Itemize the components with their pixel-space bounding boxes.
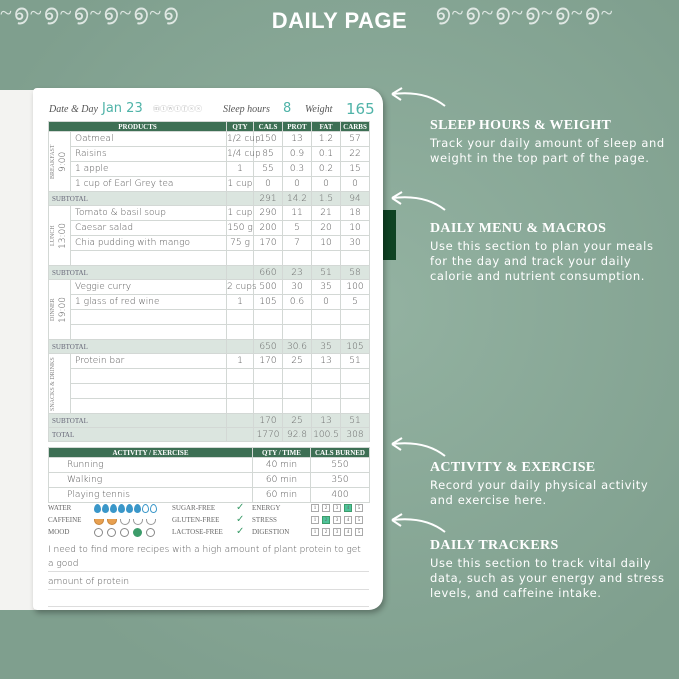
col-fat: FAT [312,122,341,132]
subtotal-prot[interactable]: 25 [283,414,312,428]
water-drop-icon[interactable] [142,504,149,513]
mood-face-icon[interactable] [107,528,116,537]
subtotal-carbs[interactable]: 58 [341,266,370,280]
subtotal-carbs[interactable]: 94 [341,192,370,206]
cell-cals[interactable]: 170 [254,236,283,251]
cell-carbs[interactable]: 5 [341,295,370,310]
caffeine-label: CAFFEINE [48,516,82,524]
cell-prot[interactable] [283,369,312,384]
coffee-cup-icon[interactable] [120,519,130,525]
cell-carbs[interactable]: 57 [341,132,370,147]
cell-prot[interactable]: 0.3 [283,162,312,177]
weight-label: Weight [305,104,333,115]
cell-cals[interactable]: 55 [254,162,283,177]
col-carbs: CARBS [341,122,370,132]
total-carbs[interactable]: 308 [341,428,370,442]
stress-level-3[interactable]: 3 [333,516,341,524]
cell-fat[interactable]: 21 [312,206,341,221]
cell-carbs[interactable] [341,369,370,384]
activity-row [49,458,370,473]
cell-cals[interactable]: 290 [254,206,283,221]
cell-prot[interactable]: 30 [283,280,312,295]
meal-item-row [49,251,370,266]
cell-qty[interactable] [227,251,254,266]
subtotal-carbs[interactable]: 51 [341,414,370,428]
subtotal-row [49,340,370,354]
activity-time[interactable]: 40 min [253,458,311,473]
cell-product[interactable] [71,384,227,399]
cell-cals[interactable]: 170 [254,354,283,369]
col-products: PRODUCTS [49,122,227,132]
total-fat[interactable]: 100.5 [313,429,339,440]
activity-cals-burned[interactable]: 400 [311,488,370,503]
cell-carbs[interactable]: 30 [341,236,370,251]
subtotal-cals[interactable]: 650 [254,340,283,354]
meal-item-row [49,325,370,340]
cell-fat[interactable] [312,384,341,399]
stress-scale[interactable] [311,516,366,524]
cell-cals[interactable]: 0 [254,177,283,192]
date-label: Date & Day [49,104,98,115]
date-value[interactable]: Jan 23 [102,101,143,116]
cell-fat[interactable]: 13 [312,354,341,369]
coffee-cup-icon[interactable] [146,519,156,525]
feature-heading: SLEEP HOURS & WEIGHT [430,118,612,133]
cell-prot[interactable]: 0 [283,177,312,192]
cell-product[interactable]: Tomato & basil soup [71,206,227,221]
feature-heading: DAILY TRACKERS [430,538,559,553]
cell-cals[interactable] [254,384,283,399]
activity-time[interactable]: 60 min [253,473,311,488]
feature-text: Record your daily physical activity and exercise here. [430,478,649,507]
water-tracker[interactable] [94,504,158,513]
stress-level-5[interactable]: 5 [355,516,363,524]
daily-trackers [48,504,369,540]
activity-cals-burned[interactable]: 550 [311,458,370,473]
weekday-circles[interactable]: ⓜⓣⓦⓣⓕⓢⓢ [153,105,202,113]
cell-product[interactable] [71,325,227,340]
cell-fat[interactable] [312,310,341,325]
feature-activity [430,460,670,508]
sugar-free-check-icon[interactable]: ✓ [236,502,245,513]
cell-cals[interactable]: 105 [254,295,283,310]
lactose-free-label: LACTOSE-FREE [172,528,223,536]
cloud-ornament-right: ൭ ~ ൭ ~ ൭ ~ ൭ ~ ൭ ~ ൭ ~ [435,0,611,25]
cell-carbs[interactable] [341,310,370,325]
water-drop-icon[interactable] [110,504,117,513]
stress-level-1[interactable]: 1 [311,516,319,524]
subtotal-label: SUBTOTAL [49,192,227,206]
water-drop-icon[interactable] [150,504,157,513]
energy-level-3[interactable]: 3 [333,504,341,512]
cell-qty[interactable]: 1 [227,295,254,310]
cell-cals[interactable]: 85 [254,147,283,162]
gluten-free-check-icon[interactable]: ✓ [236,514,245,525]
cell-qty[interactable] [227,369,254,384]
meal-item-row [49,206,370,221]
cell-fat[interactable]: 10 [312,236,341,251]
meal-item-row [49,147,370,162]
notes-area[interactable] [48,540,369,607]
cell-qty[interactable]: 1/4 cup [227,147,254,162]
meal-time[interactable]: 19:00 [58,297,68,323]
cell-carbs[interactable]: 51 [341,354,370,369]
cell-qty[interactable]: 75 g [227,236,254,251]
col-activity: ACTIVITY / EXERCISE [49,448,253,458]
cell-product[interactable] [71,369,227,384]
col-qty: QTY [227,122,254,132]
energy-label: ENERGY [252,504,281,512]
total-cals[interactable]: 1770 [254,428,283,442]
digestion-level-1[interactable]: 1 [311,528,319,536]
feature-heading: DAILY MENU & MACROS [430,221,607,236]
cell-fat[interactable]: 0 [312,177,341,192]
cell-qty[interactable]: 1 [227,162,254,177]
cell-carbs[interactable]: 22 [341,147,370,162]
meal-item-row [49,354,370,369]
cell-qty[interactable]: 1 cup [227,177,254,192]
subtotal-fat[interactable]: 1.5 [312,192,341,206]
total-label: TOTAL [49,428,227,442]
page-header [49,100,375,118]
cell-prot[interactable]: 25 [283,354,312,369]
cell-fat[interactable]: 35 [312,280,341,295]
cell-qty[interactable] [227,399,254,414]
cell-product[interactable] [71,310,227,325]
arrow-icon [390,190,450,212]
meal-name: LUNCH [50,225,56,247]
activity-cals-burned[interactable]: 350 [311,473,370,488]
subtotal-label: SUBTOTAL [49,414,227,428]
cell-product[interactable]: Oatmeal [71,132,227,147]
cell-product[interactable] [71,251,227,266]
meal-label [49,132,71,192]
cell-prot[interactable] [283,399,312,414]
coffee-cup-icon[interactable] [107,519,117,525]
meal-time[interactable]: 13:00 [58,223,68,249]
subtotal-cals[interactable]: 291 [254,192,283,206]
meal-item-row [49,221,370,236]
cell-cals[interactable]: 500 [254,280,283,295]
total-row [49,428,370,442]
cell-qty[interactable]: 1 [227,354,254,369]
cell-carbs[interactable]: 18 [341,206,370,221]
water-drop-icon[interactable] [126,504,133,513]
meal-name: BREAKFAST [50,144,56,180]
activity-activity[interactable]: Running [49,458,253,473]
cell-fat[interactable]: 0.1 [312,147,341,162]
cell-carbs[interactable] [341,384,370,399]
planner-page [33,88,383,610]
meal-item-row [49,310,370,325]
subtotal-fat[interactable]: 51 [312,266,341,280]
cell-fat[interactable]: 1.2 [312,132,341,147]
cell-prot[interactable]: 5 [283,221,312,236]
meal-time[interactable]: 9:00 [58,151,68,173]
weight-value[interactable]: 165 [346,100,375,118]
col-cals-burned: CALS BURNED [311,448,370,458]
meal-table [48,121,370,442]
cell-prot[interactable]: 11 [283,206,312,221]
meal-name: DINNER [50,298,56,322]
meal-item-row [49,162,370,177]
cell-prot[interactable] [283,251,312,266]
digestion-scale[interactable] [311,528,366,536]
water-drop-icon[interactable] [118,504,125,513]
meal-item-row [49,399,370,414]
cell-carbs[interactable] [341,251,370,266]
mood-face-icon[interactable] [120,528,129,537]
cell-prot[interactable] [283,384,312,399]
energy-level-2[interactable]: 2 [322,504,330,512]
cell-product[interactable]: 1 glass of red wine [71,295,227,310]
meal-item-row [49,177,370,192]
cell-cals[interactable] [254,251,283,266]
cell-fat[interactable] [312,369,341,384]
meal-item-row [49,132,370,147]
energy-level-1[interactable]: 1 [311,504,319,512]
cell-prot[interactable] [283,310,312,325]
water-label: WATER [48,504,72,512]
cell-product[interactable] [71,399,227,414]
cell-qty[interactable] [227,310,254,325]
meal-item-row [49,369,370,384]
cell-prot[interactable]: 13 [283,132,312,147]
mood-face-icon[interactable] [146,528,155,537]
activity-time[interactable]: 60 min [253,488,311,503]
cell-qty[interactable]: 2 cups [227,280,254,295]
cell-fat[interactable] [312,325,341,340]
feature-menu-macros [430,221,670,284]
coffee-cup-icon[interactable] [94,519,104,525]
digestion-label: DIGESTION [252,528,290,536]
meal-label [49,354,71,414]
activity-row [49,473,370,488]
mood-tracker[interactable] [94,528,159,537]
water-drop-icon[interactable] [102,504,109,513]
meal-item-row [49,384,370,399]
digestion-level-5[interactable]: 5 [355,528,363,536]
arrow-icon [390,512,450,534]
feature-sleep-weight [430,118,670,166]
cell-fat[interactable]: 20 [312,221,341,236]
cell-qty[interactable]: 1/2 cup [227,132,254,147]
water-drop-icon[interactable] [94,504,101,513]
digestion-level-4[interactable]: 4 [344,528,352,536]
stress-level-2[interactable]: 2 [322,516,330,524]
subtotal-cals[interactable]: 660 [254,266,283,280]
subtotal-carbs[interactable]: 105 [341,340,370,354]
subtotal-row [49,414,370,428]
stress-level-4[interactable]: 4 [344,516,352,524]
cell-product[interactable]: Caesar salad [71,221,227,236]
cell-carbs[interactable]: 15 [341,162,370,177]
subtotal-prot[interactable]: 23 [283,266,312,280]
subtotal-label: SUBTOTAL [49,340,227,354]
coffee-cup-icon[interactable] [133,519,143,525]
arrow-icon [390,436,450,458]
mood-face-icon[interactable] [94,528,103,537]
note-line: I need to find more recipes with a high amount of plant protein to get a good [48,540,369,572]
subtotal-row [49,192,370,206]
col-qty-time: QTY / TIME [253,448,311,458]
sleep-label: Sleep hours [223,104,270,115]
subtotal-prot[interactable]: 14.2 [283,192,312,206]
activity-row [49,488,370,503]
meal-item-row [49,280,370,295]
caffeine-tracker[interactable] [94,518,159,526]
meal-label [49,206,71,266]
sleep-value[interactable]: 8 [283,101,292,116]
mood-face-icon[interactable] [133,528,142,537]
cell-carbs[interactable]: 100 [341,280,370,295]
subtotal-label: SUBTOTAL [49,266,227,280]
cell-cals[interactable] [254,310,283,325]
subtotal-fat[interactable]: 35 [312,340,341,354]
cell-cals[interactable]: 200 [254,221,283,236]
feature-trackers [430,538,670,601]
feature-text: Track your daily amount of sleep and weight in the top part of the page. [430,136,665,165]
cloud-ornament-left: ~ ൭ ~ ൭ ~ ൭ ~ ൭ ~ ൭ ~ ൭ [0,0,176,25]
feature-heading: ACTIVITY & EXERCISE [430,460,596,475]
page-title: DAILY PAGE [271,8,408,33]
cell-fat[interactable] [312,399,341,414]
digestion-level-2[interactable]: 2 [322,528,330,536]
cell-fat[interactable] [312,251,341,266]
feature-text: Use this section to track vital daily data, such as your energy and stress levels, and caffeine intake. [430,556,665,600]
meal-item-row [49,295,370,310]
note-line: amount of protein [48,572,369,590]
activity-activity[interactable]: Playing tennis [49,488,253,503]
cell-qty[interactable] [227,384,254,399]
energy-level-4[interactable]: 4 [344,504,352,512]
cell-product[interactable]: Veggie curry [71,280,227,295]
cell-fat[interactable]: 0.2 [312,162,341,177]
cell-prot[interactable] [283,325,312,340]
cell-cals[interactable] [254,325,283,340]
cell-prot[interactable]: 0.9 [283,147,312,162]
stress-label: STRESS [252,516,277,524]
mood-label: MOOD [48,528,70,536]
cell-carbs[interactable]: 10 [341,221,370,236]
lactose-free-check-icon[interactable]: ✓ [236,526,245,537]
activity-table [48,447,370,503]
cell-product[interactable]: Chia pudding with mango [71,236,227,251]
energy-scale[interactable] [311,504,366,512]
subtotal-cals[interactable]: 170 [254,414,283,428]
cell-product[interactable]: Protein bar [71,354,227,369]
col-cals: CALS [254,122,283,132]
cell-carbs[interactable]: 0 [341,177,370,192]
subtotal-row [49,266,370,280]
activity-activity[interactable]: Walking [49,473,253,488]
water-drop-icon[interactable] [134,504,141,513]
col-prot: PROT [283,122,312,132]
meal-label [49,280,71,340]
cell-cals[interactable] [254,399,283,414]
cell-carbs[interactable] [341,325,370,340]
cell-product[interactable]: Raisins [71,147,227,162]
elastic-band [382,210,396,260]
meal-item-row [49,236,370,251]
cell-cals[interactable] [254,369,283,384]
cell-product[interactable]: 1 cup of Earl Grey tea [71,177,227,192]
sugar-free-label: SUGAR-FREE [172,504,216,512]
total-prot[interactable]: 92.8 [283,428,312,442]
cell-qty[interactable] [227,325,254,340]
cell-prot[interactable]: 0.6 [283,295,312,310]
meal-name: SNACKS & DRINKS [50,357,56,411]
cell-fat[interactable]: 0 [312,295,341,310]
gluten-free-label: GLUTEN-FREE [172,516,220,524]
subtotal-fat[interactable]: 13 [312,414,341,428]
cell-qty[interactable]: 1 cup [227,206,254,221]
arrow-icon [390,86,450,108]
feature-text: Use this section to plan your meals for the day and track your daily calorie and nutrient consumption. [430,239,654,283]
energy-level-5[interactable]: 5 [355,504,363,512]
cell-qty[interactable]: 150 g [227,221,254,236]
cell-carbs[interactable] [341,399,370,414]
left-page-edge [0,90,36,610]
digestion-level-3[interactable]: 3 [333,528,341,536]
cell-prot[interactable]: 7 [283,236,312,251]
cell-product[interactable]: 1 apple [71,162,227,177]
cell-cals[interactable]: 150 [254,132,283,147]
subtotal-prot[interactable]: 30.6 [283,340,312,354]
